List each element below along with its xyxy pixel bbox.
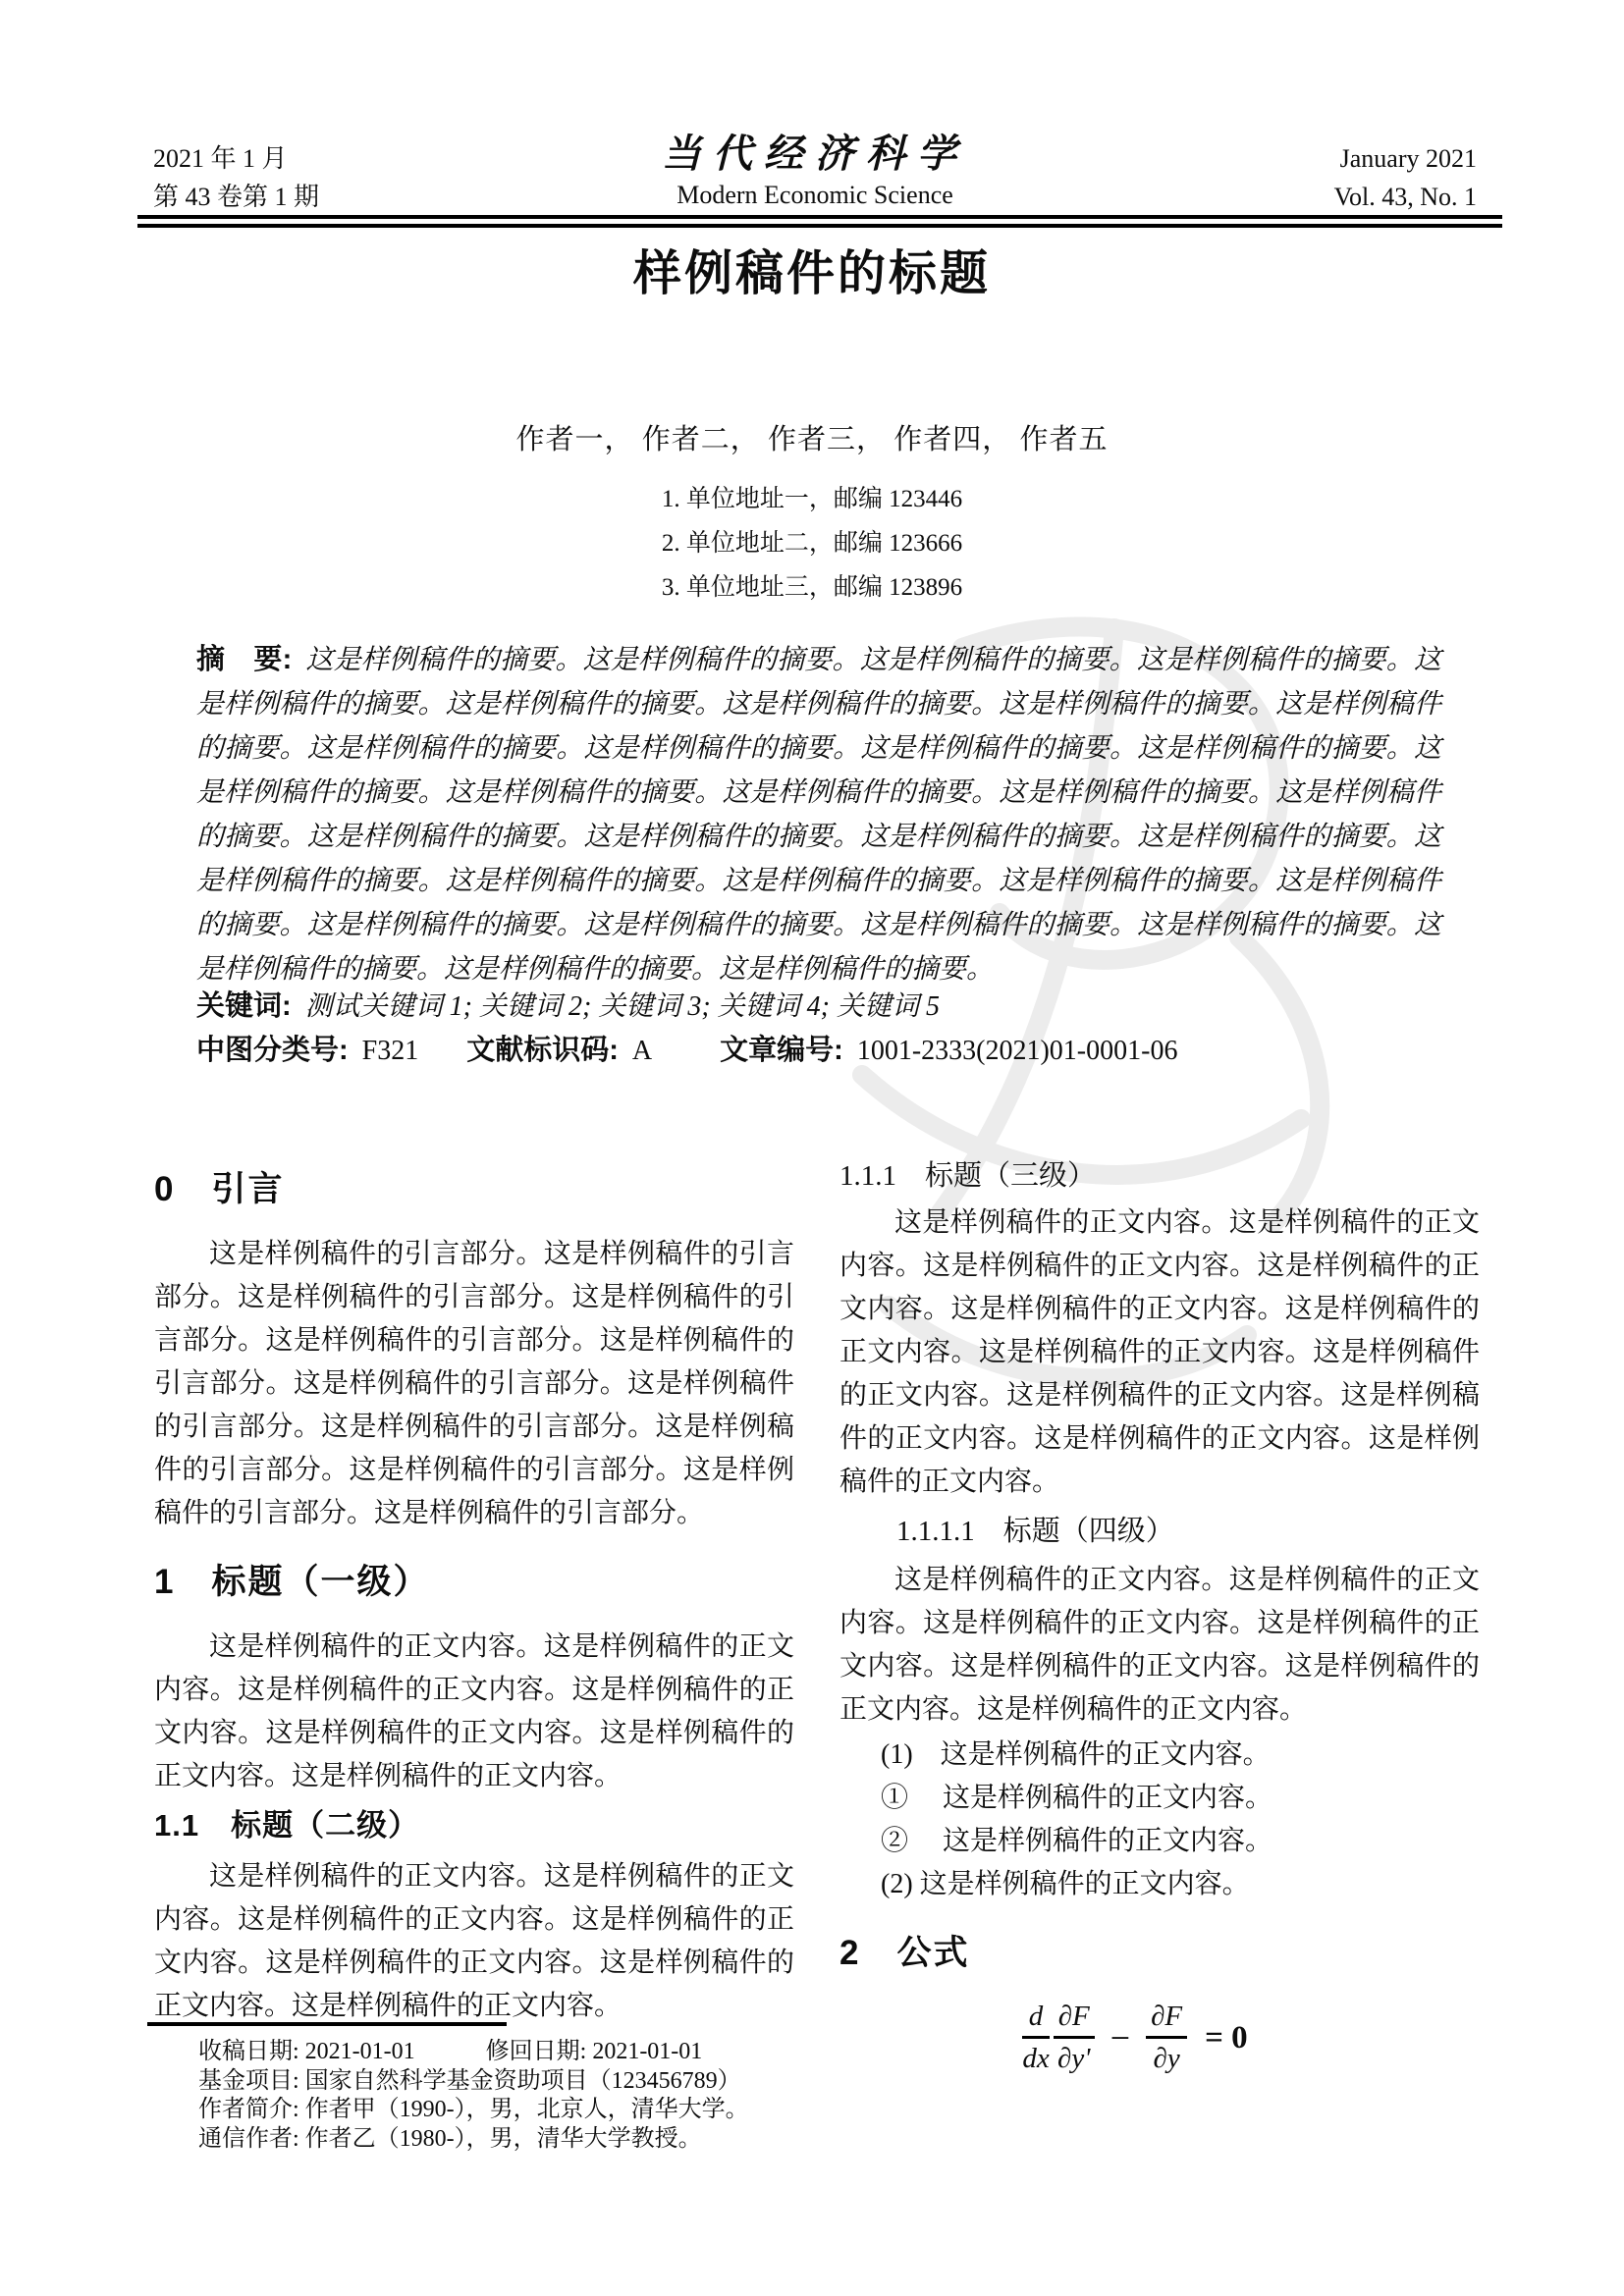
volume-issue-cn: 第 43 卷第 1 期 [153, 183, 320, 211]
abstract-label: 摘 要: [196, 644, 293, 675]
section-1-1-1-paragraph: 这是样例稿件的正文内容。这是样例稿件的正文内容。这是样例稿件的正文内容。这是样例稿件的正文内容。这是样例稿件的正文内容。这是样例稿件的正文内容。这是样例稿件的正文内容。这是样例稿件的正文内容。这是样例稿件的正文内容。这是样例稿件的正文内容。这是样例稿件的正文内容。这是样例稿件的正文内容。 [839, 1207, 1480, 1497]
article-title: 样例稿件的标题 [632, 247, 991, 300]
header-right [1182, 139, 1477, 216]
numbered-list [839, 1734, 1480, 1906]
list-item: ② 这是样例稿件的正文内容。 [881, 1826, 1273, 1856]
affiliation-line: 3. 单位地址三，邮编 123896 [661, 574, 963, 601]
header-center [448, 132, 1182, 214]
header-left [153, 139, 448, 216]
minus-operator: − [1110, 2017, 1131, 2057]
keywords [196, 986, 1441, 1028]
fraction-d-dx: $\frac{d}{dx}$ [1022, 2001, 1050, 2075]
section-heading-1-1: 1.1 标题（二级） [154, 1808, 420, 1842]
classification-line [196, 1030, 1441, 1072]
list-item: (2) 这是样例稿件的正文内容。 [881, 1869, 1250, 1899]
footnote-corresponding-author: 通信作者: 作者乙（1980-），男，清华大学教授。 [198, 2125, 702, 2152]
section-heading-1-1-1: 1.1.1 标题（三级） [839, 1160, 1097, 1192]
abstract-text: 这是样例稿件的摘要。这是样例稿件的摘要。这是样例稿件的摘要。这是样例稿件的摘要。这是样例稿件的摘要。这是样例稿件的摘要。这是样例稿件的摘要。这是样例稿件的摘要。这是样例稿件的摘要。这是样例稿件的摘要。这是样例稿件的摘要。这是样例稿件的摘要。这是样例稿件的摘要。这是样例稿件的摘要。这是样例稿件的摘要。这是样例稿件的摘要。这是样例稿件的摘要。这是样例稿件的摘要。这是样例稿件的摘要。这是样例稿件的摘要。这是样例稿件的摘要。这是样例稿件的摘要。这是样例稿件的摘要。这是样例稿件的摘要。这是样例稿件的摘要。这是样例稿件的摘要。这是样例稿件的摘要。这是样例稿件的摘要。这是样例稿件的摘要。这是样例稿件的摘要。这是样例稿件的摘要。这是样例稿件的摘要。这是样例稿件的摘要。这是样例稿件的摘要。 [196, 645, 1441, 985]
volume-issue-en: Vol. 43, No. 1 [1333, 183, 1477, 211]
footnote-received-date: 收稿日期: 2021-01-01 修回日期: 2021-01-01 [198, 2039, 703, 2064]
affiliation-line: 1. 单位地址一，邮编 123446 [661, 486, 963, 512]
footnotes [147, 2022, 815, 2154]
section-heading-0: 0 引言 [154, 1170, 285, 1208]
clc-value: F321 [361, 1036, 419, 1066]
journal-name-en: Modern Economic Science [677, 181, 953, 209]
header-divider [137, 215, 1502, 228]
footnote-author-bio: 作者简介: 作者甲（1990-），男，北京人，清华大学。 [198, 2097, 749, 2122]
affiliation-line: 2. 单位地址二，邮编 123666 [661, 530, 963, 557]
left-column [154, 1156, 794, 2075]
abstract [196, 638, 1441, 991]
section-heading-2: 2 公式 [839, 1934, 970, 1972]
clc-label: 中图分类号: [196, 1035, 349, 1066]
fraction-dF-dyprime: $\frac{\partial F}{\partial y'}$ [1054, 2001, 1095, 2075]
affiliations [0, 477, 1624, 610]
footnote-funding: 基金项目: 国家自然科学基金资助项目（123456789） [198, 2067, 741, 2094]
issue-date-cn: 2021 年 1 月 [153, 144, 288, 173]
section-1-paragraph: 这是样例稿件的正文内容。这是样例稿件的正文内容。这是样例稿件的正文内容。这是样例稿件的正文内容。这是样例稿件的正文内容。这是样例稿件的正文内容。这是样例稿件的正文内容。 [154, 1631, 794, 1791]
article-no-label: 文章编号: [720, 1035, 843, 1066]
body-columns [154, 1156, 1480, 2075]
section-1-1-paragraph: 这是样例稿件的正文内容。这是样例稿件的正文内容。这是样例稿件的正文内容。这是样例稿件的正文内容。这是样例稿件的正文内容。这是样例稿件的正文内容。这是样例稿件的正文内容。 [154, 1861, 794, 2021]
keywords-text: 测试关键词 1; 关键词 2; 关键词 3; 关键词 4; 关键词 5 [304, 991, 940, 1022]
list-item: (1) 这是样例稿件的正文内容。 [881, 1739, 1271, 1770]
section-0-paragraph: 这是样例稿件的引言部分。这是样例稿件的引言部分。这是样例稿件的引言部分。这是样例稿件的引言部分。这是样例稿件的引言部分。这是样例稿件的引言部分。这是样例稿件的引言部分。这是样例稿件的引言部分。这是样例稿件的引言部分。这是样例稿件的引言部分。这是样例稿件的引言部分。这是样例稿件的引言部分。这是样例稿件的引言部分。 [154, 1239, 794, 1528]
authors-line: 作者一， 作者二， 作者三， 作者四， 作者五 [515, 424, 1109, 455]
equation [814, 2001, 1454, 2075]
doc-code-value: A [631, 1036, 653, 1066]
doc-code-label: 文献标识码: [466, 1035, 619, 1066]
equals-zero: = 0 [1205, 2019, 1248, 2056]
section-heading-1-1-1-1: 1.1.1.1 标题（四级） [896, 1516, 1174, 1547]
article-no-value: 1001-2333(2021)01-0001-06 [856, 1036, 1178, 1066]
fraction-dF-dy: $\frac{\partial F}{\partial y}$ [1146, 2001, 1187, 2075]
right-column [839, 1156, 1480, 2075]
list-item: ① 这是样例稿件的正文内容。 [881, 1783, 1273, 1813]
journal-name-cn: 当代经济科学 [662, 132, 968, 176]
journal-header [153, 132, 1477, 216]
footnote-divider [147, 2022, 507, 2026]
section-heading-1: 1 标题（一级） [154, 1563, 430, 1601]
issue-date-en: January 2021 [1339, 144, 1477, 173]
keywords-label: 关键词: [196, 990, 292, 1022]
section-1-1-1-1-paragraph: 这是样例稿件的正文内容。这是样例稿件的正文内容。这是样例稿件的正文内容。这是样例稿件的正文内容。这是样例稿件的正文内容。这是样例稿件的正文内容。这是样例稿件的正文内容。 [839, 1565, 1480, 1725]
